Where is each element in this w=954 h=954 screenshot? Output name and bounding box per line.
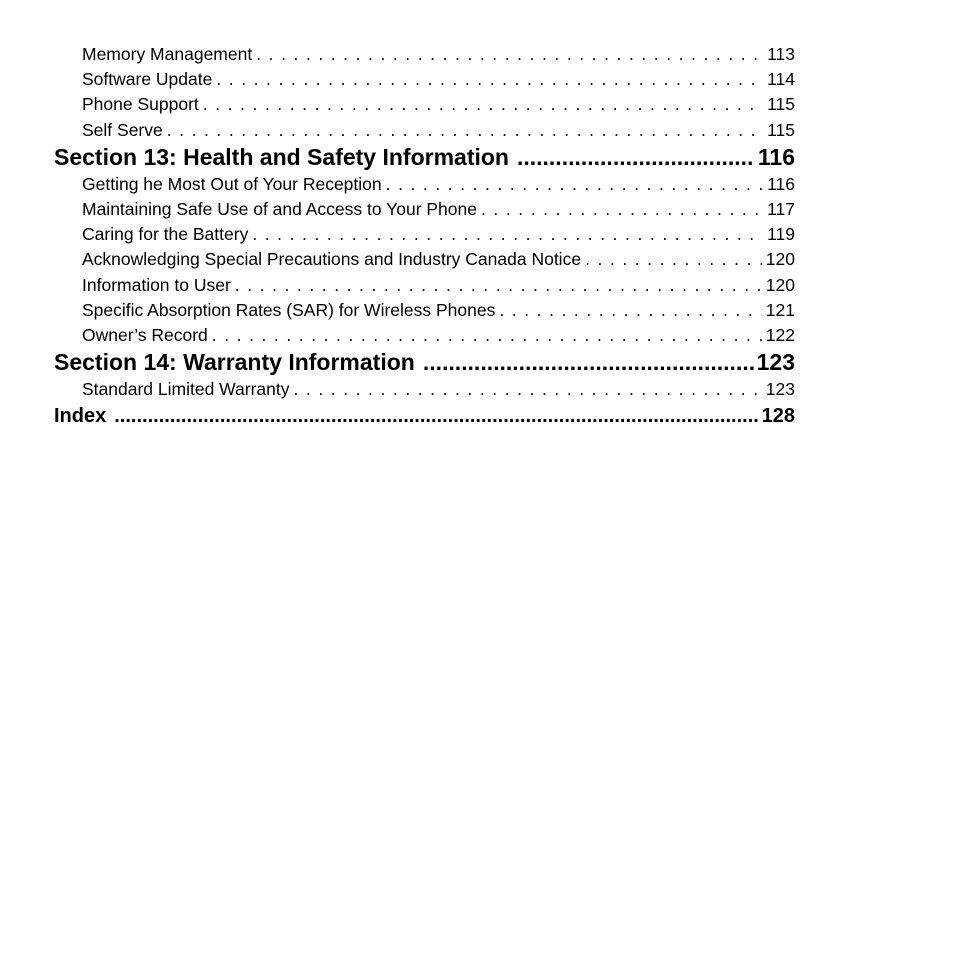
dot-leader bbox=[481, 197, 763, 222]
toc-entry-getting-reception[interactable] bbox=[54, 172, 795, 197]
dot-leader bbox=[423, 348, 754, 377]
toc-index-page: 128 bbox=[761, 405, 795, 428]
toc-entry-maintaining-safe-use[interactable] bbox=[54, 197, 795, 222]
toc-entry-phone-support[interactable] bbox=[54, 92, 795, 117]
dot-leader bbox=[386, 172, 763, 197]
toc-section-14[interactable] bbox=[54, 348, 795, 377]
toc-entry-software-update[interactable] bbox=[54, 67, 795, 92]
toc-index-title: Index bbox=[54, 405, 107, 428]
toc-entry-title: Caring for the Battery bbox=[82, 224, 249, 245]
toc-entry-title: Getting he Most Out of Your Reception bbox=[82, 173, 382, 194]
toc-entry-page: 116 bbox=[767, 173, 795, 194]
toc-entry-page: 115 bbox=[767, 119, 795, 140]
toc-entry-page: 119 bbox=[767, 224, 795, 245]
toc-entry-page: 113 bbox=[767, 44, 795, 64]
toc-entry-owners-record[interactable] bbox=[54, 323, 795, 348]
dot-leader bbox=[256, 42, 763, 67]
table-of-contents bbox=[54, 42, 795, 430]
dot-leader bbox=[203, 92, 763, 117]
toc-section-page: 116 bbox=[757, 143, 795, 170]
toc-entry-special-precautions[interactable] bbox=[54, 247, 795, 272]
toc-entry-page: 114 bbox=[767, 69, 795, 90]
toc-entry-title: Acknowledging Special Precautions and Industry Canada Notice bbox=[82, 249, 582, 270]
dot-leader bbox=[252, 222, 763, 247]
toc-entry-page: 123 bbox=[765, 379, 795, 400]
toc-entry-standard-limited-warranty[interactable] bbox=[54, 377, 795, 402]
toc-entry-title: Phone Support bbox=[82, 94, 199, 115]
toc-entry-title: Memory Management bbox=[82, 44, 253, 64]
toc-entry-title: Owner’s Record bbox=[82, 324, 208, 345]
dot-leader bbox=[114, 402, 758, 430]
dot-leader bbox=[235, 273, 762, 298]
toc-entry-title: Maintaining Safe Use of and Access to Your Phone bbox=[82, 198, 477, 219]
toc-section-title: Section 13: Health and Safety Information bbox=[54, 143, 509, 170]
dot-leader bbox=[167, 118, 763, 143]
toc-entry-page: 117 bbox=[767, 198, 795, 219]
toc-entry-sar[interactable] bbox=[54, 298, 795, 323]
toc-entry-title: Self Serve bbox=[82, 119, 163, 140]
toc-section-13[interactable] bbox=[54, 143, 795, 172]
toc-entry-page: 121 bbox=[765, 299, 795, 320]
dot-leader bbox=[216, 67, 763, 92]
toc-entry-title: Software Update bbox=[82, 69, 213, 90]
toc-entry-information-to-user[interactable] bbox=[54, 273, 795, 298]
toc-entry-page: 115 bbox=[767, 94, 795, 115]
dot-leader bbox=[212, 323, 762, 348]
dot-leader bbox=[499, 298, 761, 323]
toc-entry-page: 122 bbox=[765, 324, 795, 345]
dot-leader bbox=[585, 247, 762, 272]
dot-leader bbox=[294, 377, 762, 402]
toc-entry-page: 120 bbox=[765, 249, 795, 270]
toc-section-page: 123 bbox=[756, 349, 795, 376]
toc-entry-memory-management[interactable] bbox=[54, 42, 795, 67]
toc-entry-title: Information to User bbox=[82, 274, 231, 295]
toc-entry-page: 120 bbox=[765, 274, 795, 295]
dot-leader bbox=[517, 143, 755, 172]
toc-entry-title: Specific Absorption Rates (SAR) for Wireless Phones bbox=[82, 299, 496, 320]
toc-section-title: Section 14: Warranty Information bbox=[54, 349, 415, 376]
toc-entry-caring-battery[interactable] bbox=[54, 222, 795, 247]
toc-index[interactable] bbox=[54, 402, 795, 430]
toc-entry-title: Standard Limited Warranty bbox=[82, 379, 290, 400]
toc-entry-self-serve[interactable] bbox=[54, 118, 795, 143]
